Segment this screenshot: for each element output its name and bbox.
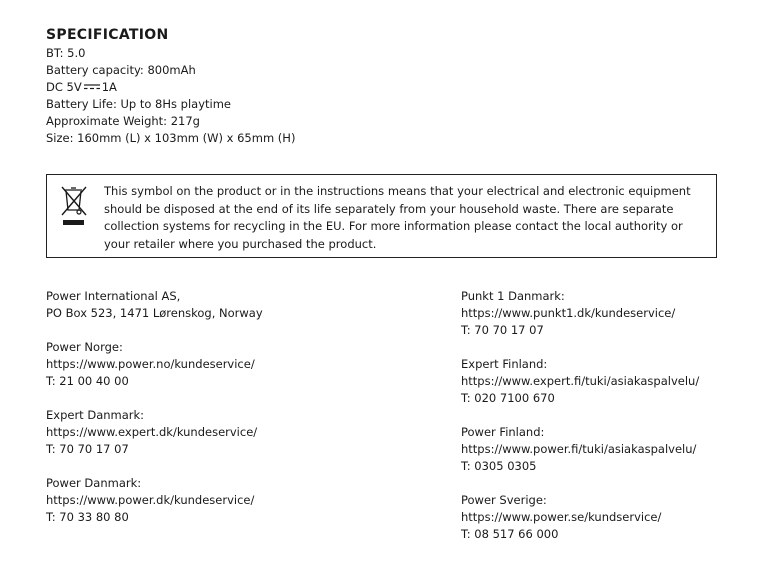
contact-name: Power Norge: [46, 340, 123, 354]
contact-power-norge [46, 339, 263, 390]
contact-address: PO Box 523, 1471 Lørenskog, Norway [46, 306, 263, 320]
contact-name: Power Finland: [461, 425, 545, 439]
crossed-out-wheelie-bin-icon [59, 185, 89, 229]
spec-size: Size: 160mm (L) x 103mm (W) x 65mm (H) [46, 131, 296, 145]
contact-name: Power Sverige: [461, 493, 547, 507]
contact-url[interactable]: https://www.power.se/kundservice/ [461, 510, 662, 524]
contact-name: Expert Finland: [461, 357, 548, 371]
spec-dc [46, 79, 295, 96]
spec-dc-current: 1A [101, 80, 117, 94]
contact-url[interactable]: https://www.power.no/kundeservice/ [46, 357, 255, 371]
contact-name: Expert Danmark: [46, 408, 145, 422]
contacts-right-column [461, 288, 699, 560]
contact-phone: T: 08 517 66 000 [461, 527, 559, 541]
contact-power-international [46, 288, 263, 322]
contact-url[interactable]: https://www.power.dk/kundeservice/ [46, 493, 255, 507]
spec-battery-life: Battery Life: Up to 8Hs playtime [46, 97, 231, 111]
contact-punkt1-danmark [461, 288, 699, 339]
contacts-left-column [46, 288, 263, 543]
contact-phone: T: 0305 0305 [461, 459, 537, 473]
contact-phone: T: 70 70 17 07 [46, 442, 129, 456]
spec-battery-capacity: Battery capacity: 800mAh [46, 63, 196, 77]
spec-weight: Approximate Weight: 217g [46, 114, 200, 128]
contact-phone: T: 70 33 80 80 [46, 510, 129, 524]
contact-name: Punkt 1 Danmark: [461, 289, 565, 303]
contact-phone: T: 70 70 17 07 [461, 323, 544, 337]
contact-expert-finland [461, 356, 699, 407]
weee-notice-box [46, 174, 717, 258]
contact-url[interactable]: https://www.expert.fi/tuki/asiakaspalvelu/ [461, 374, 700, 388]
spec-bt: BT: 5.0 [46, 46, 86, 60]
contact-power-danmark [46, 475, 263, 526]
contact-url[interactable]: https://www.power.fi/tuki/asiakaspalvelu/ [461, 442, 697, 456]
contact-power-finland [461, 424, 699, 475]
contact-expert-danmark [46, 407, 263, 458]
contact-url[interactable]: https://www.punkt1.dk/kundeservice/ [461, 306, 676, 320]
spec-title: SPECIFICATION [46, 27, 169, 43]
contact-phone: T: 21 00 40 00 [46, 374, 129, 388]
contact-power-sverige [461, 492, 699, 543]
contact-name: Power International AS, [46, 289, 181, 303]
contact-phone: T: 020 7100 670 [461, 391, 555, 405]
spec-dc-voltage: DC 5V [46, 80, 82, 94]
contact-url[interactable]: https://www.expert.dk/kundeservice/ [46, 425, 258, 439]
direct-current-icon [84, 84, 100, 90]
contact-name: Power Danmark: [46, 476, 142, 490]
specification-section [46, 27, 295, 147]
weee-notice-text: This symbol on the product or in the instructions means that your electrical and electronic equipment should be disposed at the end of its life separately from your household waste. There are separate collection systems for recycling in the EU. For more information please contact the local authority or your retailer where you purchased the product. [104, 184, 691, 251]
